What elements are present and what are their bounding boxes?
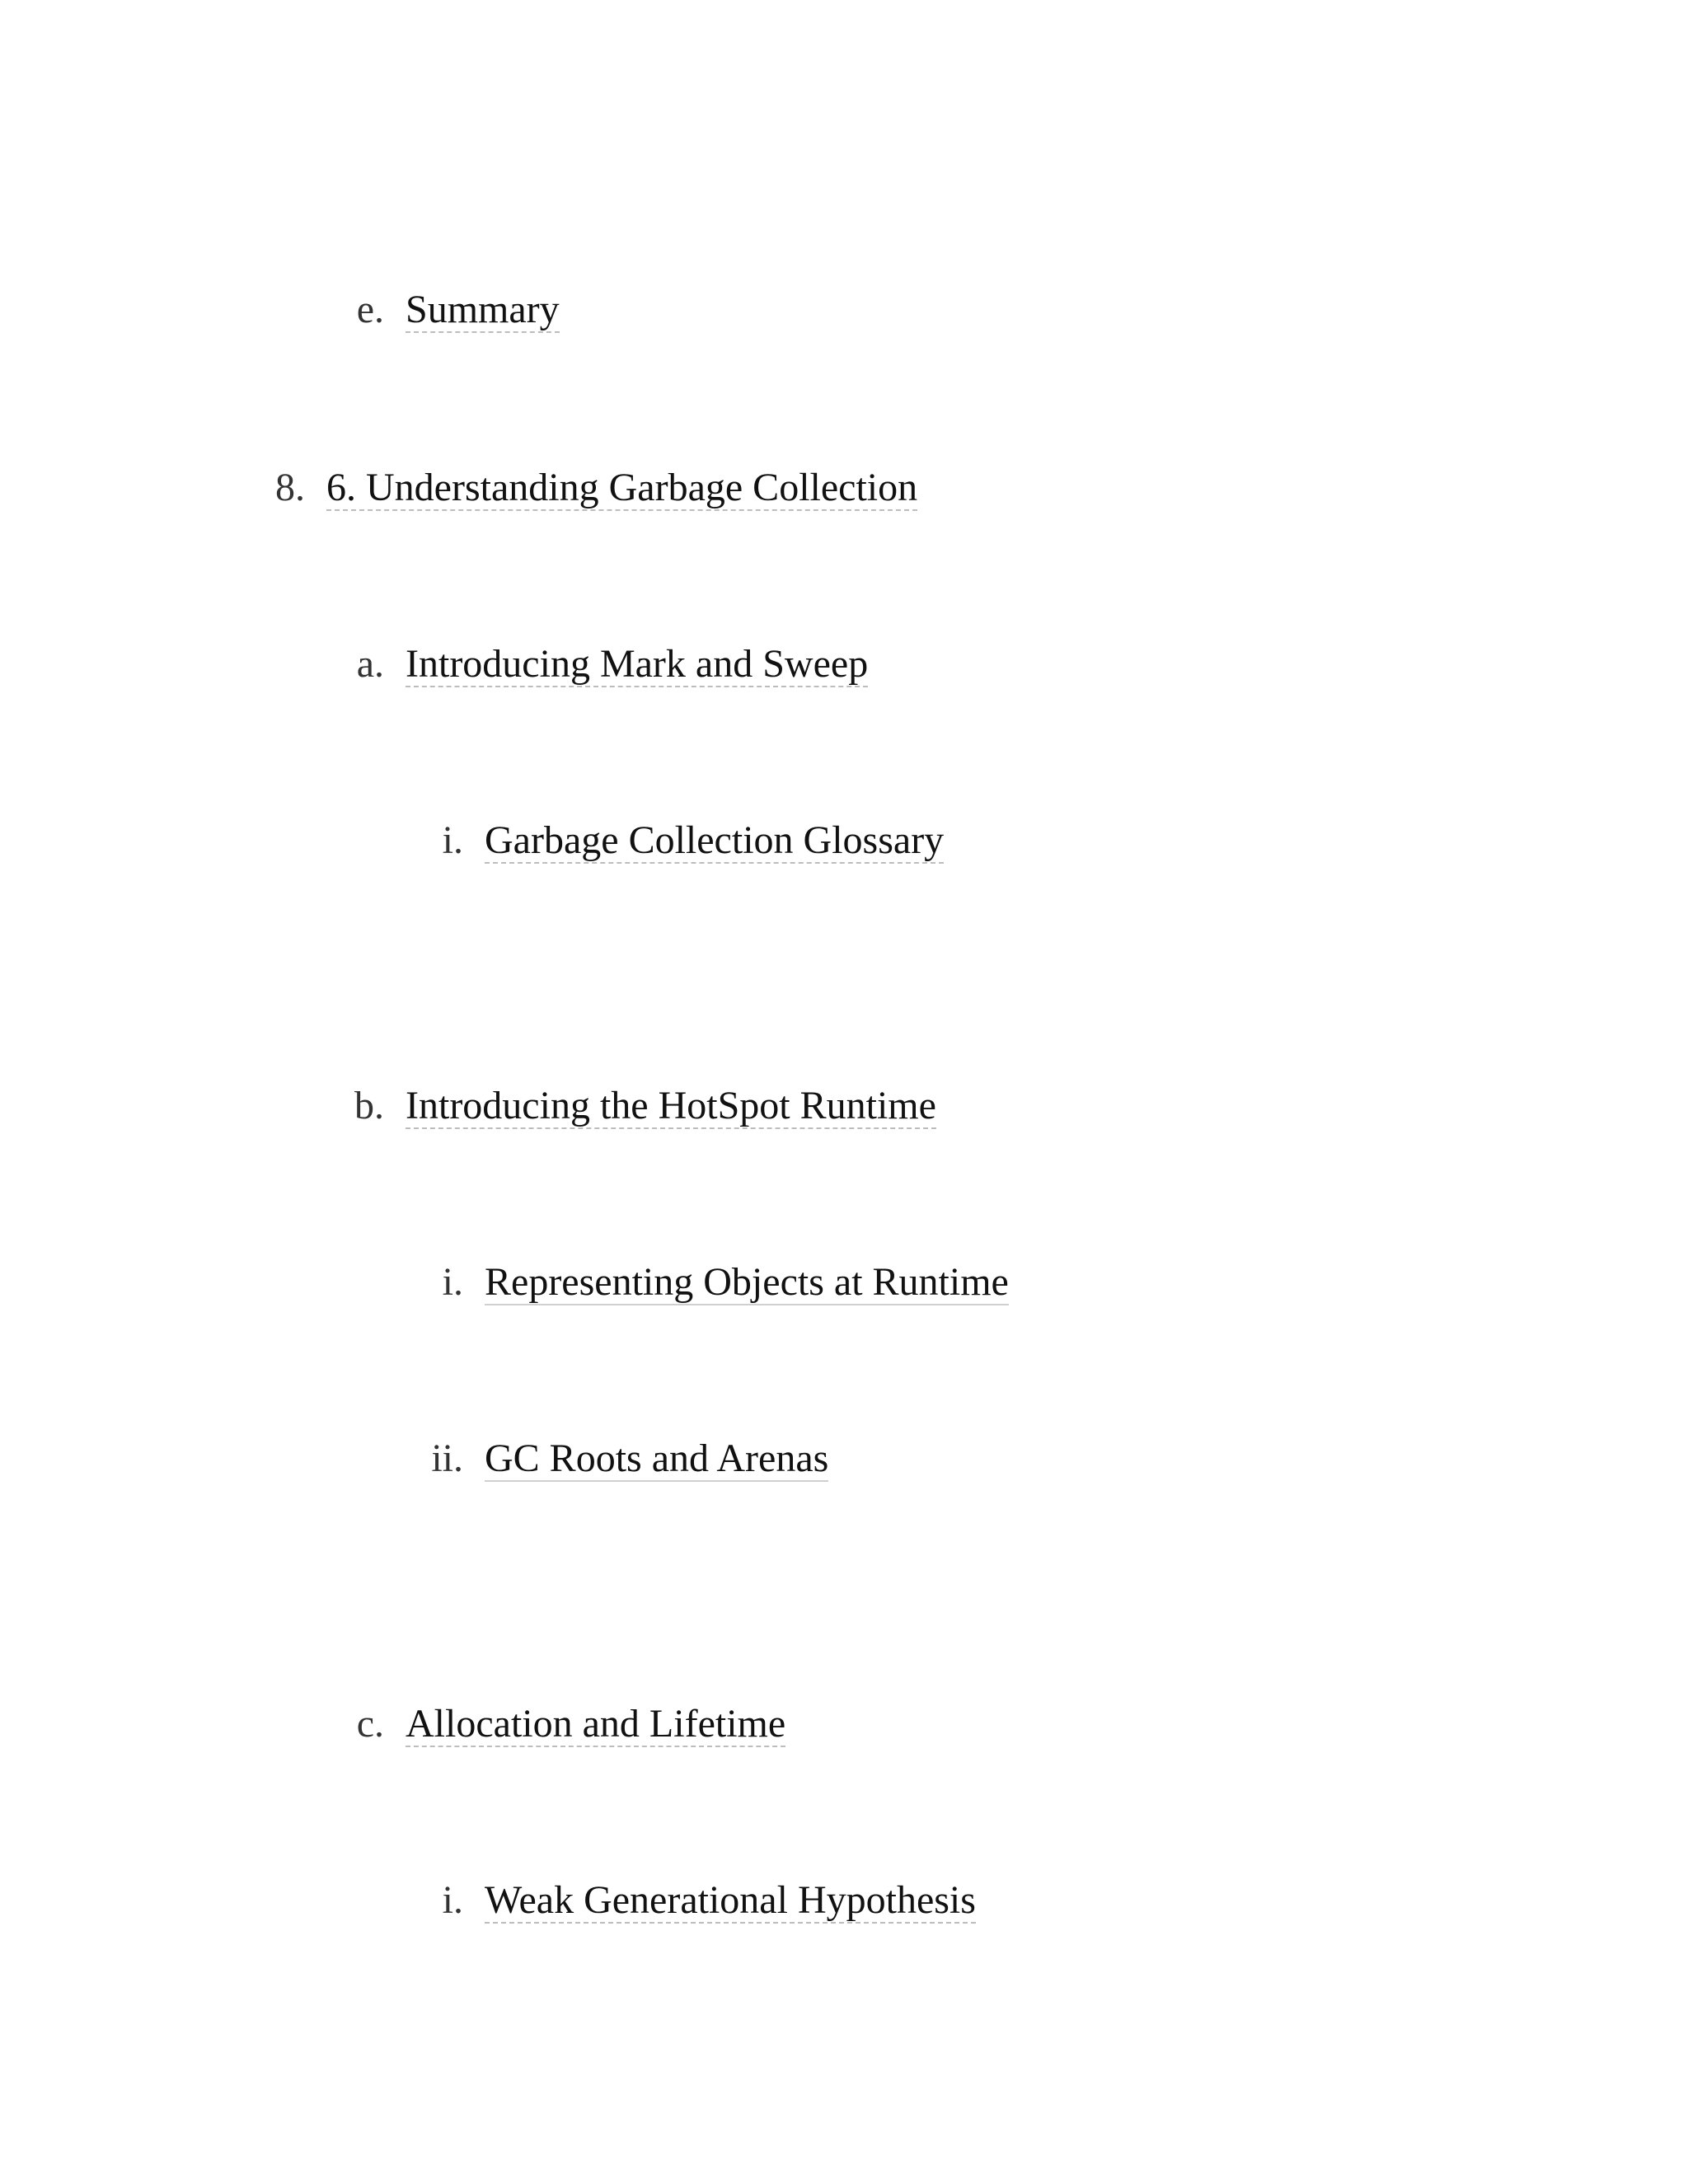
- list-marker: i.: [442, 1260, 463, 1304]
- list-marker: ii.: [431, 1436, 463, 1480]
- toc-link-understanding-garbage-collection[interactable]: 6. Understanding Garbage Collection: [326, 466, 918, 509]
- toc-link-introducing-hotspot-runtime[interactable]: Introducing the HotSpot Runtime: [406, 1084, 936, 1127]
- list-marker: e.: [356, 288, 384, 331]
- list-marker: b.: [354, 1084, 384, 1127]
- toc-link-representing-objects-at-runtime[interactable]: Representing Objects at Runtime: [485, 1260, 1009, 1304]
- list-marker: c.: [356, 1702, 384, 1746]
- toc-link-weak-generational-hypothesis[interactable]: Weak Generational Hypothesis: [485, 1878, 976, 1922]
- toc-link-gc-roots-and-arenas[interactable]: GC Roots and Arenas: [485, 1436, 829, 1480]
- list-marker: i.: [442, 818, 463, 862]
- list-marker: i.: [442, 1878, 463, 1922]
- toc-link-allocation-and-lifetime[interactable]: Allocation and Lifetime: [406, 1702, 786, 1746]
- list-marker: a.: [356, 642, 384, 686]
- toc-link-summary[interactable]: Summary: [406, 288, 560, 331]
- list-marker: 8.: [275, 466, 305, 509]
- toc-link-introducing-mark-and-sweep[interactable]: Introducing Mark and Sweep: [406, 642, 869, 686]
- toc-link-garbage-collection-glossary[interactable]: Garbage Collection Glossary: [485, 818, 945, 862]
